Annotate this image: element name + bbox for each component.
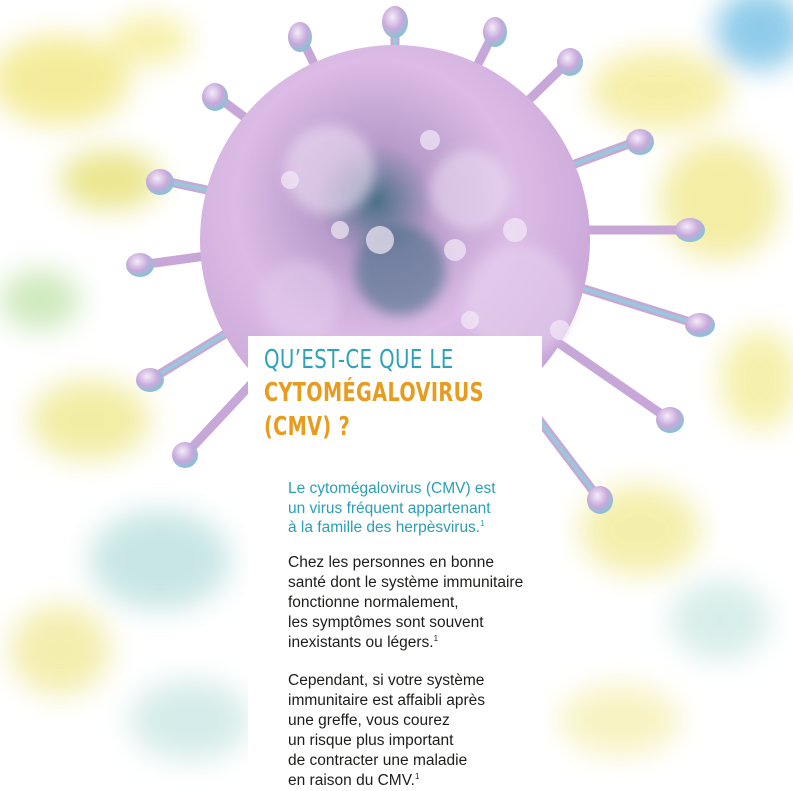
reference-marker: 1 xyxy=(433,634,439,643)
reference-marker: 1 xyxy=(414,772,420,781)
body-line-last xyxy=(288,633,548,653)
body-line: santé dont le système immunitaire xyxy=(288,574,524,591)
body-line: Cependant, si votre système xyxy=(288,672,485,689)
intro-line-text: à la famille des herpèsvirus. xyxy=(288,519,481,536)
body-line: un risque plus important xyxy=(288,732,454,749)
page-title xyxy=(264,344,561,444)
body-line: immunitaire est affaibli après xyxy=(288,692,485,709)
body-line: Chez les personnes en bonne xyxy=(288,554,494,571)
title-line-2: CYTOMÉGALOVIRUS xyxy=(264,378,484,408)
intro-line: un virus fréquent appartenant xyxy=(288,499,491,517)
reference-marker: 1 xyxy=(480,519,485,528)
body-line: de contracter une maladie xyxy=(288,752,468,769)
body-paragraph-transplant xyxy=(288,671,548,791)
title-line-1: QU’EST-CE QUE LE xyxy=(264,345,454,375)
body-line-last xyxy=(288,771,548,791)
intro-line: Le cytomégalovirus (CMV) est xyxy=(288,480,496,497)
intro-line-last xyxy=(288,518,538,538)
body-line-text: inexistants ou légers. xyxy=(288,634,434,651)
body-line: fonctionne normalement, xyxy=(288,594,459,611)
body-paragraph-symptoms xyxy=(288,553,548,653)
body-line-text: en raison du CMV. xyxy=(288,772,415,789)
intro-paragraph xyxy=(288,479,538,538)
title-line-3: (CMV) ? xyxy=(264,412,351,442)
body-line: les symptômes sont souvent xyxy=(288,614,484,631)
body-line: une greffe, vous courez xyxy=(288,712,450,729)
